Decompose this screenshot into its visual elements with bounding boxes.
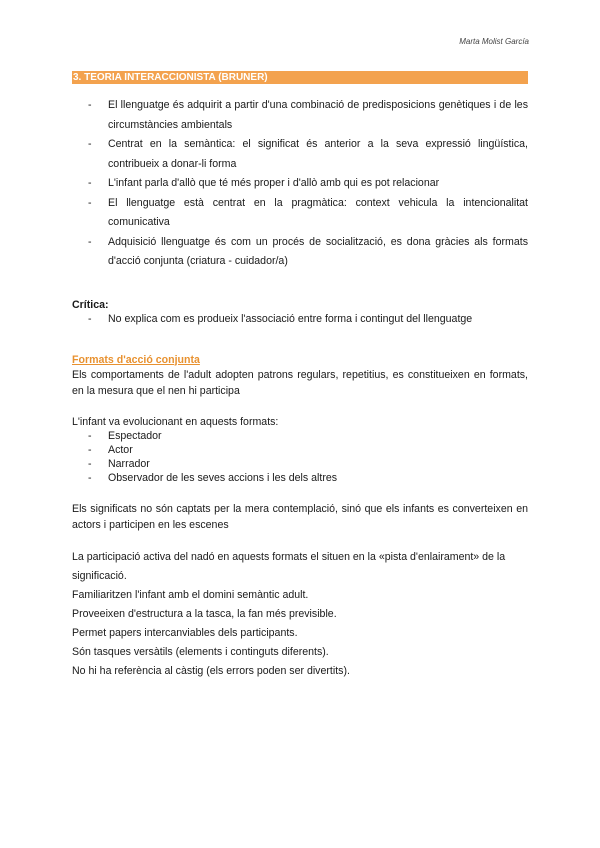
list-item: - No explica com es produeix l'associació entre forma i contingut del llenguatge [72,312,528,327]
list-item: - Adquisició llenguatge és com un procés de socialització, es dona gràcies als formats d'acció conjunta (criatura - cuidador/a) [72,233,528,272]
formats-intro-paragraph: Els comportaments de l'adult adopten patrons regulars, repetitius, es constitueixen en formats, en la mesura que el nen hi participa [72,368,528,397]
critica-list [72,312,528,327]
list-item: - Actor [72,443,528,457]
format-line: Permet papers intercanviables dels participants. [72,627,298,640]
significats-paragraph: Els significats no són captats per la mera contemplació, sinó que els infants es converteixen en actors i participen en les escenes [72,503,528,532]
author-name: Marta Molist García [459,37,529,46]
list-item: - Espectador [72,429,528,443]
list-item: - Observador de les seves accions i les dels altres [72,471,528,485]
list-item: - Centrat en la semàntica: el significat és anterior a la seva expressió lingüística, contribueix a donar-li forma [72,135,528,174]
document-body [72,96,528,681]
roles-list [72,429,528,486]
list-item: - Narrador [72,457,528,471]
format-line: Familiaritzen l'infant amb el domini semàntic adult. [72,589,309,602]
list-item: - El llenguatge és adquirit a partir d'una combinació de predisposicions genètiques i de les circumstàncies ambientals [72,96,528,135]
critica-heading: Crítica: [72,298,109,311]
formats-heading: Formats d'acció conjunta [72,353,200,366]
participacio-paragraph: La participació activa del nadó en aquests formats el situen en la «pista d'enlairament» de la significació. [72,551,506,583]
list-item: - L'infant parla d'allò que té més proper i d'allò amb qui es pot relacionar [72,174,528,194]
bruner-points-list [72,96,528,272]
format-line: Proveeixen d'estructura a la tasca, la fan més previsible. [72,608,337,621]
list-item: - El llenguatge està centrat en la pragmàtica: context vehicula la intencionalitat comunicativa [72,194,528,233]
format-line: Són tasques versàtils (elements i continguts diferents). [72,646,329,659]
section-title: 3. TEORIA INTERACCIONISTA (BRUNER) [72,71,528,84]
evolution-intro: L'infant va evolucionant en aquests formats: [72,415,279,428]
format-line: No hi ha referència al càstig (els errors poden ser divertits). [72,665,350,678]
